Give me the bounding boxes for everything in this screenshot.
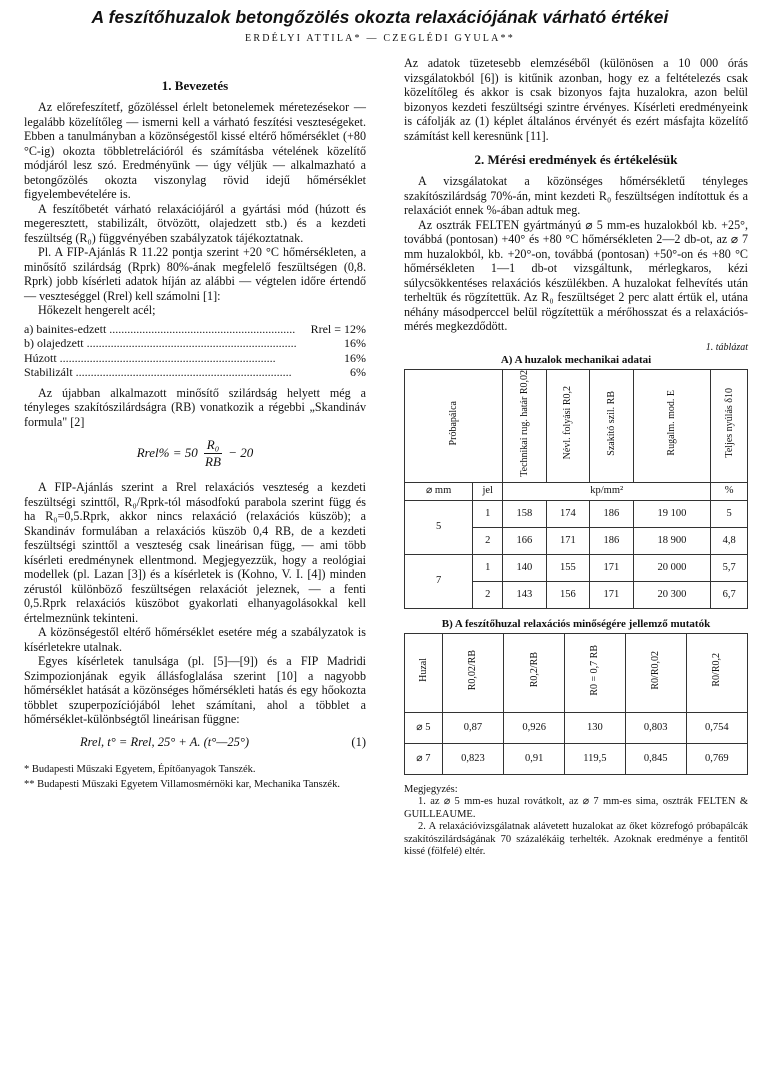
note: 1. az ⌀ 5 mm-es huzal rovátkolt, az ⌀ 7 mm-es sima, osztrák FELTEN & GUILLEAUME. <box>404 796 748 820</box>
paragraph: A vizsgálatokat a közönséges hőmérsékletű tényleges szakítószilárdság 70%-án, mint kezdeti R₀ feszültségen indítottuk és a relaxációt ennek %-ában adtuk meg. <box>404 174 748 217</box>
list-item: Húzott ..... 16% <box>24 351 366 366</box>
table-a <box>404 369 748 609</box>
table-row: 2 166 171 186 18 900 4,8 <box>405 527 748 554</box>
scandinavian-formula: Rrel% = 50 $\frac{\text{R₀}}{RB}$ − 20 <box>136 437 254 469</box>
paragraph: Az osztrák FELTEN gyártmányú ⌀ 5 mm-es huzalokból kb. +25°, továbbá (pontosan) +40° és +80 °C hőmérsékleten 2—2 db-ot, az ⌀ 7 mm huzalokból, kb. +20°-on, továbbá (pontosan) +50°-on és +80 °C hőmérsékleten 1—1 db-ot vizsgáltunk, mérlegkaros, kézi súlycsökkentéses relaxációs készülékben. A huzalokat felhevítés után terheltük és rögzítettük. Az R₀ feszültséget 2 perc alatt értük el, utána néhány másodperccel belül rögzítettük a mérőhosszat és a relaxációs-mérés megkezdődött. <box>404 217 748 333</box>
note: 2. A relaxációvizsgálatnak alávetett huzalokat az őket közrefogó próbapálcák szakítószilárdságának 70 százalékáig terhelték. Azoknak eredménye a fentitől kissé (fölfelé) eltér. <box>404 821 748 858</box>
article-authors: ERDÉLYI ATTILA* — CZEGLÉDI GYULA** <box>245 33 515 44</box>
footnote: ** Budapesti Műszaki Egyetem Villamosmérnöki kar, Mechanika Tanszék. <box>24 779 340 790</box>
section-heading-1: 1. Bevezetés <box>161 78 229 93</box>
table-header-row: Próbapálca Technikai rug. határ R0,02 Névl. folyási R0,2 Szakító szil. RB Rugalm. mod. E Teljes nyúlás δ10 <box>405 369 748 482</box>
left-column <box>24 56 366 793</box>
section-heading-2: 2. Mérési eredmények és értékelésük <box>474 152 678 167</box>
list-item: a) bainites-edzett ..... Rrel = 12% <box>24 322 366 337</box>
paragraph: A FIP-Ajánlás szerint a Rrel relaxációs veszteség a kezdeti feszültségi szinttől, R₀/Rprk-tól másodfokú parabola szerint függ és ha R₀=0,5.Rprk, akkor nincs relaxáció (relaxációs küszöb); a Skandináv formulában a relaxációs küszöb 0,4 RB, de a kezdeti feszültségi szinttől a veszteség csak lineárisan függ, — ami több kísérleti eredménynek ellentmond. Megjegyezzük, hogy a reológiai modellek (pl. Lazan [3]) és a kísérletek is (Kohno, V. I. [4]) minden zérustól különböző feszültségen relaxációt jeleznek, — a fenti 0,5.Rprk relaxációs küszöbot gyakorlati elhanyagolásokkal kell értelmeznünk tekinteni. <box>24 480 366 625</box>
notes-title: Megjegyzés: <box>404 783 458 795</box>
table-number: 1. táblázat <box>705 341 748 353</box>
paragraph: Az adatok tüzetesebb elemzéséből (különösen a 10 000 órás vizsgálatokból [6]) is kitűnik azonban, hogy ez a feltételezés csak közelítőleg és akkor is csak bizonyos fajta huzalokra, azon belül bizonyos kezdeti feszültségi szintre érvényes. Kísérleti eredményeink is cáfolják az (1) képlet általános érvényét és ezért másfajta közelítő számítást kell keresnünk [11]. <box>404 56 748 143</box>
table-notes <box>404 784 748 859</box>
footnote: * Budapesti Műszaki Egyetem, Építőanyagok Tanszék. <box>24 764 256 775</box>
paragraph: Egyes kísérletek tanulsága (pl. [5]—[9]) és a FIP Madridi Szimpozionjának egyik állásfoglalása szerint [10] a nagyobb hőmérséklet hatását a közönséges hőmérsékleti hatás és egy hőokozta többlet szuperpozíciójából lehet számítani, ahol a többlet a hőmérséklet-különbségtől lineárisan függne: <box>24 654 366 726</box>
equation-1: Rrel, t° = Rrel, 25° + A. (t°—25°) (1) <box>80 734 366 749</box>
table-header-row: Huzal R0,02/RB R0,2/RB R0 = 0,7 RB R0/R0,02 R0/R0,2 <box>405 633 748 712</box>
table-b <box>404 633 748 775</box>
table-row: 7 1 140 155 171 20 000 5,7 <box>405 554 748 581</box>
table-row: 5 1 158 174 186 19 100 5 <box>405 500 748 527</box>
table-row: 2 143 156 171 20 300 6,7 <box>405 581 748 608</box>
paragraph: Az újabban alkalmazott minősítő szilárdság helyett még a tényleges szakítószilárdságra (RB) vonatkozik a régebbi „Skandináv formula" [2] <box>24 385 366 429</box>
paragraph: Pl. A FIP-Ajánlás R 11.22 pontja szerint +20 °C hőmérsékleten, a minősítő szilárdság (Rprk) 80%-ának megfelelő feszültségen (0,8. Rprk) jobb kísérleti adatok híján az alábbi — végtelen időre értendő — veszteséggel (Rrel) kell számolni [1]: <box>24 245 366 303</box>
footnotes <box>24 763 366 791</box>
paragraph: A feszítőbetét várható relaxációjáról a gyártási mód (húzott és megeresztett, stabilizált, ötvözött, olajedzett stb.) és a kezdeti feszültség (R₀) függvényében szabályzatok tájékoztatnak. <box>24 201 366 245</box>
article-body <box>10 56 750 1067</box>
paragraph: Hőkezelt hengerelt acél; <box>38 303 156 317</box>
paragraph: Az előrefeszítetf, gőzöléssel érlelt betonelemek méretezésekor — legalább közelítőleg — ismerni kell a várható feszítési veszteségeket. Ebben a tanulmányban a közönségestől kissé eltérő hőmérséklet (+80 °C-ig) okozta többletrelációról és számításba vételének közelítő módjáról lesz szó. Eredményünk — úgy véljük — alkalmazható a betongőzölés okozta viszonylag rövid idejű hőmérséklet figyelembevételére is. <box>24 100 366 201</box>
table-a-title: A) A huzalok mechanikai adatai <box>500 353 652 366</box>
relaxation-loss-list <box>24 322 366 380</box>
article-title: A feszítőhuzalok betongőzölés okozta relaxációjának várható értékei <box>91 7 669 27</box>
table-row: ⌀ 5 0,87 0,926 130 0,803 0,754 <box>405 712 748 743</box>
table-b-title: B) A feszítőhuzal relaxációs minőségére jellemző mutatók <box>441 617 711 630</box>
table-row: ⌀ 7 0,823 0,91 119,5 0,845 0,769 <box>405 743 748 774</box>
list-item: b) olajedzett ..... 16% <box>24 336 366 351</box>
list-item: Stabilizált ..... 6% <box>24 365 366 380</box>
table-unit-row: ⌀ mm jel kp/mm² % <box>405 482 748 500</box>
paragraph: A közönségestől eltérő hőmérséklet esetére még a szabályzatok is kísérletekre utalnak. <box>24 625 366 654</box>
right-column <box>404 56 748 859</box>
